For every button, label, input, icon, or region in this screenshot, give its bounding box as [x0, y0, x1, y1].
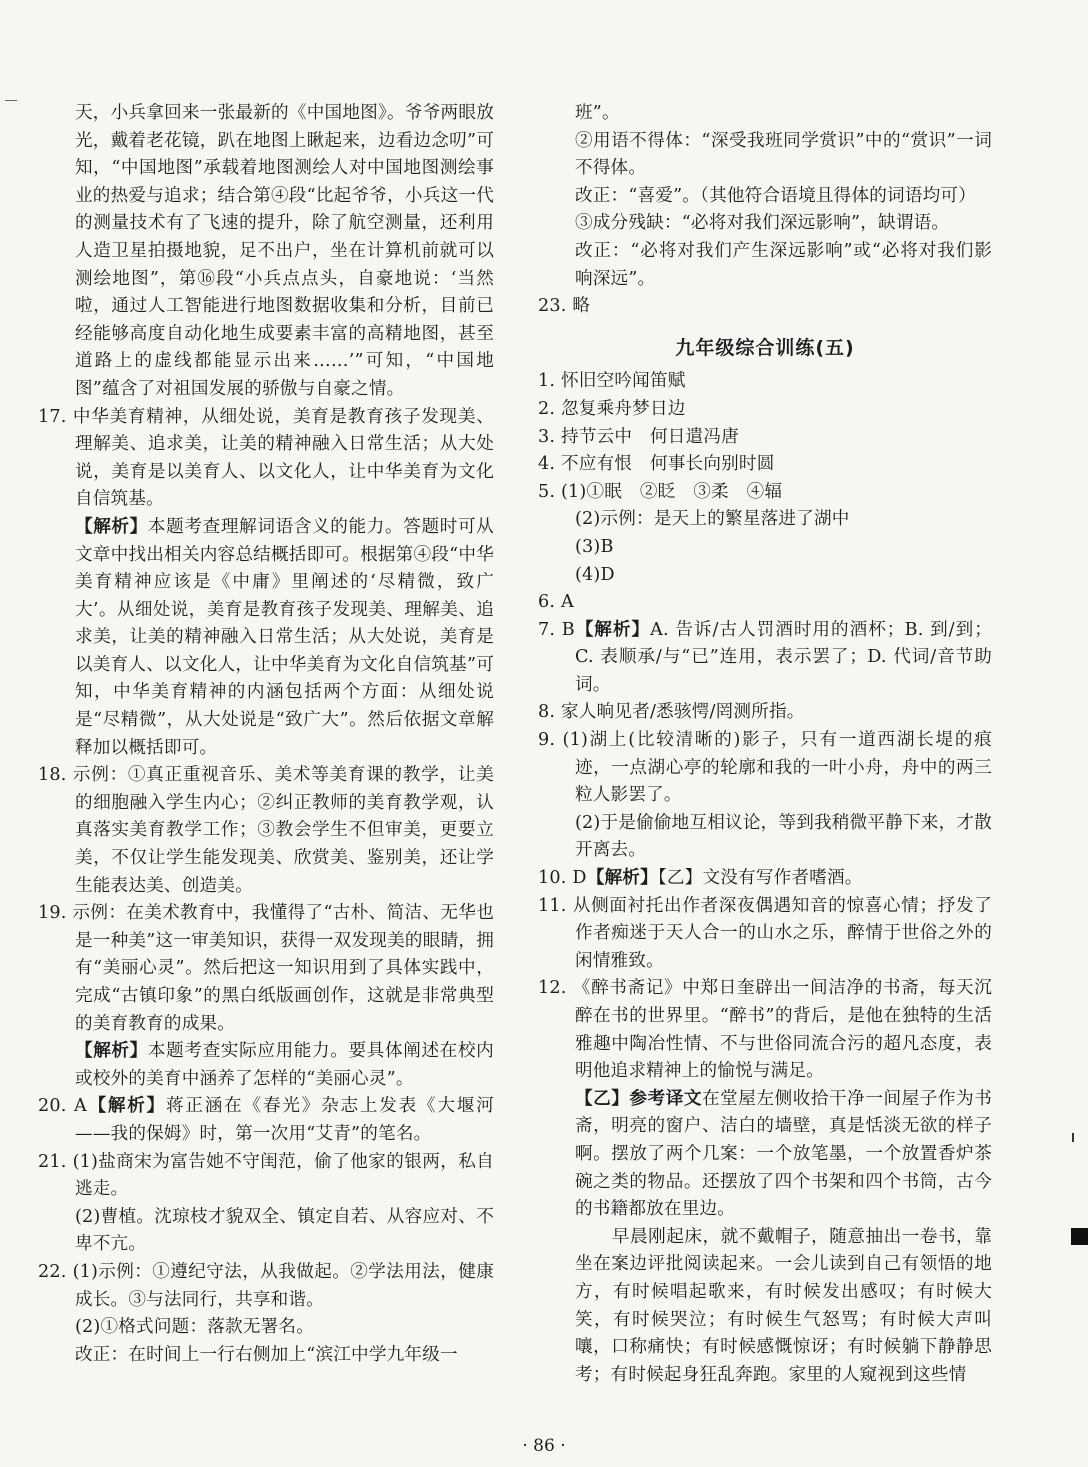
answer-paragraph	[538, 617, 992, 700]
answer-text: 2. 忽复乘舟梦日边	[538, 398, 686, 419]
answer-text: 改正：“喜爱”。（其他符合语境且得体的词语均可）	[574, 185, 977, 206]
answer-text: 1. 怀旧空吟闻笛赋	[538, 371, 686, 392]
answer-paragraph	[38, 100, 494, 404]
answer-paragraph	[38, 1314, 494, 1342]
answer-paragraph	[538, 293, 992, 321]
answer-paragraph	[38, 1342, 494, 1370]
section-heading: 九年级综合训练(五)	[675, 336, 855, 359]
answer-paragraph	[38, 762, 494, 900]
answer-paragraph	[538, 183, 992, 211]
answer-text: (3)B	[574, 536, 614, 557]
answer-text: ②用语不得体：“深受我班同学赏识”中的“赏识”一词不得体。	[574, 130, 992, 179]
answer-text: 改正：在时间上一行右侧加上“滨江中学九年级一	[74, 1344, 458, 1365]
right-column-bottom	[538, 368, 992, 1389]
answer-text: 23. 略	[538, 296, 591, 317]
answer-paragraph	[538, 727, 992, 810]
answer-text: 班”。	[574, 103, 620, 123]
answer-paragraph	[38, 1259, 494, 1314]
answer-paragraph	[538, 210, 992, 238]
analysis-tag: 【解析】	[86, 1096, 167, 1117]
answer-text: (2)①格式问题：落款无署名。	[74, 1317, 315, 1338]
answer-paragraph	[38, 1204, 494, 1259]
answer-text: 19. 示例：在美术教育中，我懂得了“古朴、简洁、无华也是一种美”这一审美知识，获得一双发现美的眼睛，拥有“美丽心灵”。然后把这一知识用到了具体实践中，完成“古镇印象”的黑白纸版画创作，这就是非常典型的美育教育的成果。	[38, 903, 494, 1034]
answer-paragraph	[538, 506, 992, 534]
answer-text: 在堂屋左侧收拾干净一间屋子作为书斋，明亮的窗户、洁白的墙壁，真是恬淡无欲的样子啊。摆放了两个几案：一个放笔墨，一个放置香炉茶碗之类的物品。还摆放了四个书架和四个书筒，古今的书籍都放在里边。	[574, 1088, 993, 1220]
answer-paragraph	[538, 128, 992, 183]
answer-text: (4)D	[574, 564, 615, 585]
right-column-top	[538, 100, 992, 321]
answer-text: 5. (1)①眠 ②眨 ③柔 ④辐	[538, 481, 783, 502]
edge-thumb-marker	[1071, 1228, 1088, 1245]
answer-text: 本题考查实际应用能力。要具体阐述在校内或校外的美育中涵养了怎样的“美丽心灵”。	[74, 1041, 494, 1089]
answer-text: (2)曹植。沈琼枝才貌双全、镇定自若、从容应对、不卑不亢。	[74, 1206, 494, 1255]
answer-paragraph	[538, 396, 992, 424]
answer-text: 12. 《醉书斋记》中郑日奎辟出一间洁净的书斋，每天沉醉在书的世界里。“醉书”的背后，是他在独特的生活雅趣中陶冶性情、不与世俗同流合污的超凡态度，表明他追求精神上的愉悦与满足。	[538, 978, 992, 1082]
answer-paragraph	[538, 479, 992, 507]
answer-paragraph	[538, 893, 992, 976]
answer-text: 蒋正涵在《春光》杂志上发表《大堰河——我的保姆》时，第一次用“艾青”的笔名。	[74, 1096, 494, 1144]
answer-paragraph	[38, 404, 494, 514]
answer-paragraph	[538, 975, 992, 1085]
answer-text: 早晨刚起床，就不戴帽子，随意抽出一卷书，靠坐在案边评批阅读起来。一会儿读到自己有领悟的地方，有时候唱起歌来，有时候发出感叹；有时候大笑，有时候哭泣；有时候生气怒骂；有时候大声叫嚷，口称痛快；有时候感慨惊讶；有时候躺下静静思考；有时候起身狂乱奔跑。家里的人窥视到这些情	[574, 1226, 992, 1385]
analysis-tag: 【解析】	[74, 1041, 148, 1062]
edge-dash-mark	[5, 100, 17, 101]
answer-paragraph	[538, 534, 992, 562]
analysis-tag: 【解析】	[74, 516, 148, 537]
analysis-tag: 【乙】参考译文	[574, 1088, 702, 1109]
answer-text: 4. 不应有恨 何事长向别时圆	[538, 454, 775, 475]
answer-paragraph	[38, 1093, 494, 1148]
answer-text: 6. A	[538, 592, 574, 613]
answer-text: 21. (1)盐商宋为富告她不守闺范，偷了他家的银两，私自逃走。	[38, 1151, 494, 1200]
answer-choice: 7. B	[538, 619, 575, 640]
answer-paragraph	[538, 562, 992, 590]
answer-text: ③成分残缺：“必将对我们深远影响”，缺谓语。	[574, 213, 950, 234]
answer-text: A. 告诉/古人罚酒时用的酒杯；B. 到/到；C. 表顺承/与“已”连用，表示罢了；D. 代词/音节助词。	[574, 619, 992, 695]
analysis-tag: 【解析】	[574, 619, 651, 640]
answer-text: 11. 从侧面衬托出作者深夜偶遇知音的惊喜心情；抒发了作者痴迷于天人合一的山水之乐，醉情于世俗之外的闲情雅致。	[538, 895, 992, 971]
answer-text: 17. 中华美育精神，从细处说，美育是教育孩子发现美、理解美、追求美，让美的精神融入日常生活；从大处说，美育是以美育人、以文化人，让中华美育为文化自信筑基。	[38, 406, 494, 510]
edge-tick-mark	[1072, 1133, 1074, 1142]
answer-paragraph	[538, 589, 992, 617]
analysis-tag: 【解析】	[586, 868, 658, 889]
answer-paragraph	[538, 1224, 992, 1390]
answer-choice: 10. D	[538, 868, 587, 889]
right-column	[538, 100, 992, 1389]
answer-text: 9. (1)湖上(比较清晰的)影子，只有一道西湖长堤的痕迹，一点湖心亭的轮廓和我的一叶小舟，舟中的两三粒人影罢了。	[538, 730, 992, 806]
answer-paragraph	[538, 865, 992, 893]
answer-text: 【乙】文没有写作者嗜酒。	[657, 868, 863, 889]
answer-paragraph	[538, 810, 992, 865]
answer-text: (2)示例：是天上的繁星落进了湖中	[574, 509, 850, 530]
answer-text: 本题考查理解词语含义的能力。答题时可从文章中找出相关内容总结概括即可。根据第④段“中华美育精神应该是《中庸》里阐述的‘尽精微，致广大’。从细处说，美育是教育孩子发现美、理解美、追求美，让美的精神融入日常生活；从大处说，美育是以美育人、以文化人，让中华美育为文化自信筑基”可知，中华美育精神的内涵包括两个方面：从细处说是“尽精微”，从大处说是“致广大”。然后依据文章解释加以概括即可。	[74, 516, 494, 758]
answer-paragraph	[38, 514, 494, 762]
left-column	[38, 100, 494, 1369]
answer-text: 22. (1)示例：①遵纪守法，从我做起。②学法用法，健康成长。③与法同行，共享和谐。	[38, 1261, 494, 1310]
answer-paragraph	[38, 1149, 494, 1204]
answer-paragraph	[538, 424, 992, 452]
answer-paragraph	[538, 451, 992, 479]
page-number: · 86 ·	[522, 1436, 566, 1456]
answer-paragraph	[538, 238, 992, 293]
answer-paragraph	[538, 1086, 992, 1224]
answer-text: 改正：“必将对我们产生深远影响”或“必将对我们影响深远”。	[574, 240, 992, 289]
answer-text: 3. 持节云中 何日遣冯唐	[538, 426, 739, 447]
answer-text: 天，小兵拿回来一张最新的《中国地图》。爷爷两眼放光，戴着老花镜，趴在地图上瞅起来，边看边念叨”可知，“中国地图”承载着地图测绘人对中国地图测绘事业的热爱与追求；结合第④段“比起爷爷，小兵这一代的测量技术有了飞速的提升，除了航空测量，还利用人造卫星拍摄地貌，足不出户，坐在计算机前就可以测绘地图”，第⑯段“小兵点点头，自豪地说：‘当然啦，通过人工智能进行地图数据收集和分析，目前已经能够高度自动化地生成要素丰富的高精地图，甚至道路上的虚线都能显示出来……’”可知，“中国地图”蕴含了对祖国发展的骄傲与自豪之情。	[74, 103, 494, 399]
answer-text: 18. 示例：①真正重视音乐、美术等美育课的教学，让美的细胞融入学生内心；②纠正教师的美育教学观，认真落实美育教学工作；③教会学生不但审美，更要立美，不仅让学生能发现美、欣赏美、鉴别美，还让学生能表达美、创造美。	[38, 765, 494, 896]
answer-text: 8. 家人晌见者/悉骇愕/罔测所指。	[538, 702, 805, 723]
answer-paragraph	[538, 368, 992, 396]
answer-text: (2)于是偷偷地互相议论，等到我稍微平静下来，才散开离去。	[574, 812, 992, 861]
answer-paragraph	[538, 100, 992, 128]
answer-paragraph	[538, 699, 992, 727]
answer-paragraph	[38, 1038, 494, 1093]
answer-choice: 20. A	[38, 1096, 87, 1117]
answer-paragraph	[38, 900, 494, 1038]
